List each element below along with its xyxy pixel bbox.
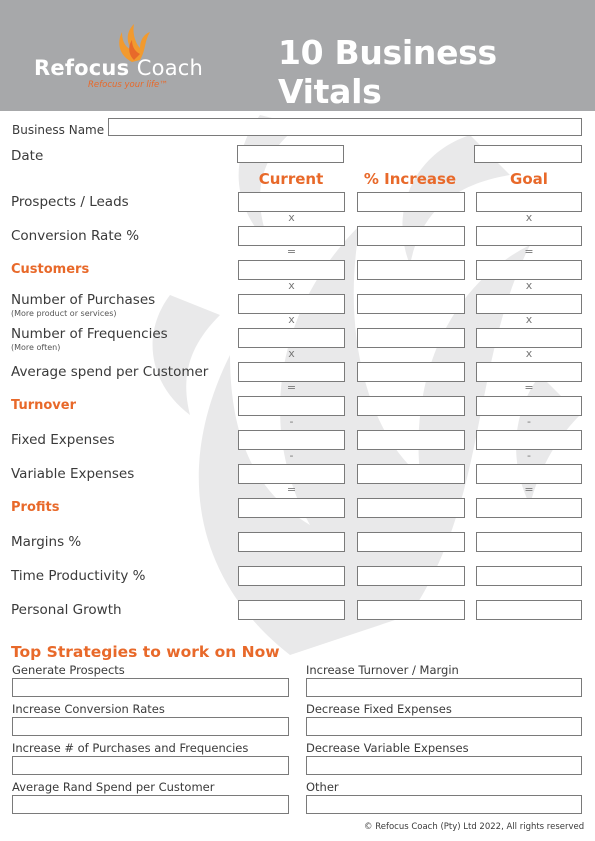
operator-equals: = [286, 381, 297, 394]
copyright-footer: © Refocus Coach (Pty) Ltd 2022, All rights reserved [364, 822, 585, 832]
strategy-field-other[interactable] [306, 795, 582, 814]
field-conversion-goal[interactable] [476, 226, 582, 246]
operator-times: x [288, 347, 295, 360]
field-conversion-increase[interactable] [357, 226, 465, 246]
operator-times: x [525, 313, 533, 326]
date-field-current[interactable] [237, 145, 344, 163]
field-personal-growth-current[interactable] [238, 600, 345, 620]
operator-minus: - [527, 449, 531, 462]
strategy-field-fixed-expenses[interactable] [306, 717, 582, 736]
business-name-label: Business Name [12, 123, 105, 137]
field-margins-increase[interactable] [357, 532, 465, 552]
field-frequencies-increase[interactable] [357, 328, 465, 348]
field-purchases-goal[interactable] [476, 294, 582, 314]
operator-times: x [525, 279, 533, 292]
field-time-productivity-current[interactable] [238, 566, 345, 586]
field-turnover-current[interactable] [238, 396, 345, 416]
strategy-label-avg-spend: Average Rand Spend per Customer [12, 780, 215, 794]
field-avg-spend-increase[interactable] [357, 362, 465, 382]
field-time-productivity-goal[interactable] [476, 566, 582, 586]
row-label-margins: Margins % [11, 534, 82, 550]
section-turnover: Turnover [11, 398, 76, 413]
row-label-prospects: Prospects / Leads [11, 194, 129, 210]
strategy-field-purchases-frequencies[interactable] [12, 756, 289, 775]
field-variable-expenses-increase[interactable] [357, 464, 465, 484]
field-margins-goal[interactable] [476, 532, 582, 552]
operator-times: x [288, 313, 295, 326]
operator-equals: = [286, 483, 297, 496]
row-label-frequencies: Number of Frequencies [11, 326, 168, 342]
operator-minus: - [289, 415, 294, 428]
strategy-field-variable-expenses[interactable] [306, 756, 582, 775]
strategy-field-avg-spend[interactable] [12, 795, 289, 814]
row-label-fixed-expenses: Fixed Expenses [11, 432, 115, 448]
strategy-label-other: Other [306, 780, 339, 794]
strategy-label-generate-prospects: Generate Prospects [12, 663, 125, 677]
date-field-goal[interactable] [474, 145, 582, 163]
field-conversion-current[interactable] [238, 226, 345, 246]
operator-equals: = [286, 245, 297, 258]
operator-times: x [525, 347, 533, 360]
field-prospects-increase[interactable] [357, 192, 465, 212]
column-header-goal: Goal [510, 170, 548, 188]
operator-equals: = [524, 245, 534, 258]
field-profits-current[interactable] [238, 498, 345, 518]
column-header-increase: % Increase [363, 170, 457, 188]
strategy-label-conversion-rates: Increase Conversion Rates [12, 702, 165, 716]
field-profits-increase[interactable] [357, 498, 465, 518]
field-time-productivity-increase[interactable] [357, 566, 465, 586]
field-profits-goal[interactable] [476, 498, 582, 518]
field-turnover-increase[interactable] [357, 396, 465, 416]
business-name-field[interactable] [108, 118, 582, 136]
operator-equals: = [524, 381, 534, 394]
strategy-field-generate-prospects[interactable] [12, 678, 289, 697]
field-fixed-expenses-current[interactable] [238, 430, 345, 450]
brand-name: Refocus Coach [34, 56, 204, 80]
field-fixed-expenses-goal[interactable] [476, 430, 582, 450]
field-variable-expenses-current[interactable] [238, 464, 345, 484]
strategy-field-turnover-margin[interactable] [306, 678, 582, 697]
field-avg-spend-goal[interactable] [476, 362, 582, 382]
row-sublabel-purchases: (More product or services) [11, 309, 117, 318]
field-fixed-expenses-increase[interactable] [357, 430, 465, 450]
section-customers: Customers [11, 262, 90, 277]
operator-minus: - [289, 449, 294, 462]
strategies-heading: Top Strategies to work on Now [11, 643, 280, 661]
field-personal-growth-goal[interactable] [476, 600, 582, 620]
field-frequencies-current[interactable] [238, 328, 345, 348]
operator-times: x [288, 279, 295, 292]
date-label: Date [11, 148, 44, 164]
operator-equals: = [524, 483, 534, 496]
field-purchases-current[interactable] [238, 294, 345, 314]
row-sublabel-frequencies: (More often) [11, 343, 61, 352]
row-label-time-productivity: Time Productivity % [11, 568, 146, 584]
section-profits: Profits [11, 500, 60, 515]
column-header-current: Current [258, 170, 324, 188]
operator-times: x [288, 211, 295, 224]
page-title: 10 Business Vitals [278, 33, 497, 111]
field-customers-current[interactable] [238, 260, 345, 280]
row-label-conversion: Conversion Rate % [11, 228, 140, 244]
field-prospects-current[interactable] [238, 192, 345, 212]
row-label-avg-spend: Average spend per Customer [11, 364, 209, 380]
brand-tagline: Refocus your life™ [88, 80, 168, 90]
strategy-label-fixed-expenses: Decrease Fixed Expenses [306, 702, 452, 716]
row-label-purchases: Number of Purchases [11, 292, 156, 308]
strategy-label-turnover-margin: Increase Turnover / Margin [306, 663, 459, 677]
strategy-label-purchases-frequencies: Increase # of Purchases and Frequencies [12, 741, 249, 755]
field-personal-growth-increase[interactable] [357, 600, 465, 620]
field-variable-expenses-goal[interactable] [476, 464, 582, 484]
field-purchases-increase[interactable] [357, 294, 465, 314]
field-customers-goal[interactable] [476, 260, 582, 280]
row-label-personal-growth: Personal Growth [11, 602, 122, 618]
field-customers-increase[interactable] [357, 260, 465, 280]
field-frequencies-goal[interactable] [476, 328, 582, 348]
operator-minus: - [527, 415, 531, 428]
field-prospects-goal[interactable] [476, 192, 582, 212]
strategy-label-variable-expenses: Decrease Variable Expenses [306, 741, 469, 755]
row-label-variable-expenses: Variable Expenses [11, 466, 135, 482]
strategy-field-conversion-rates[interactable] [12, 717, 289, 736]
field-margins-current[interactable] [238, 532, 345, 552]
field-turnover-goal[interactable] [476, 396, 582, 416]
operator-times: x [525, 211, 533, 224]
field-avg-spend-current[interactable] [238, 362, 345, 382]
